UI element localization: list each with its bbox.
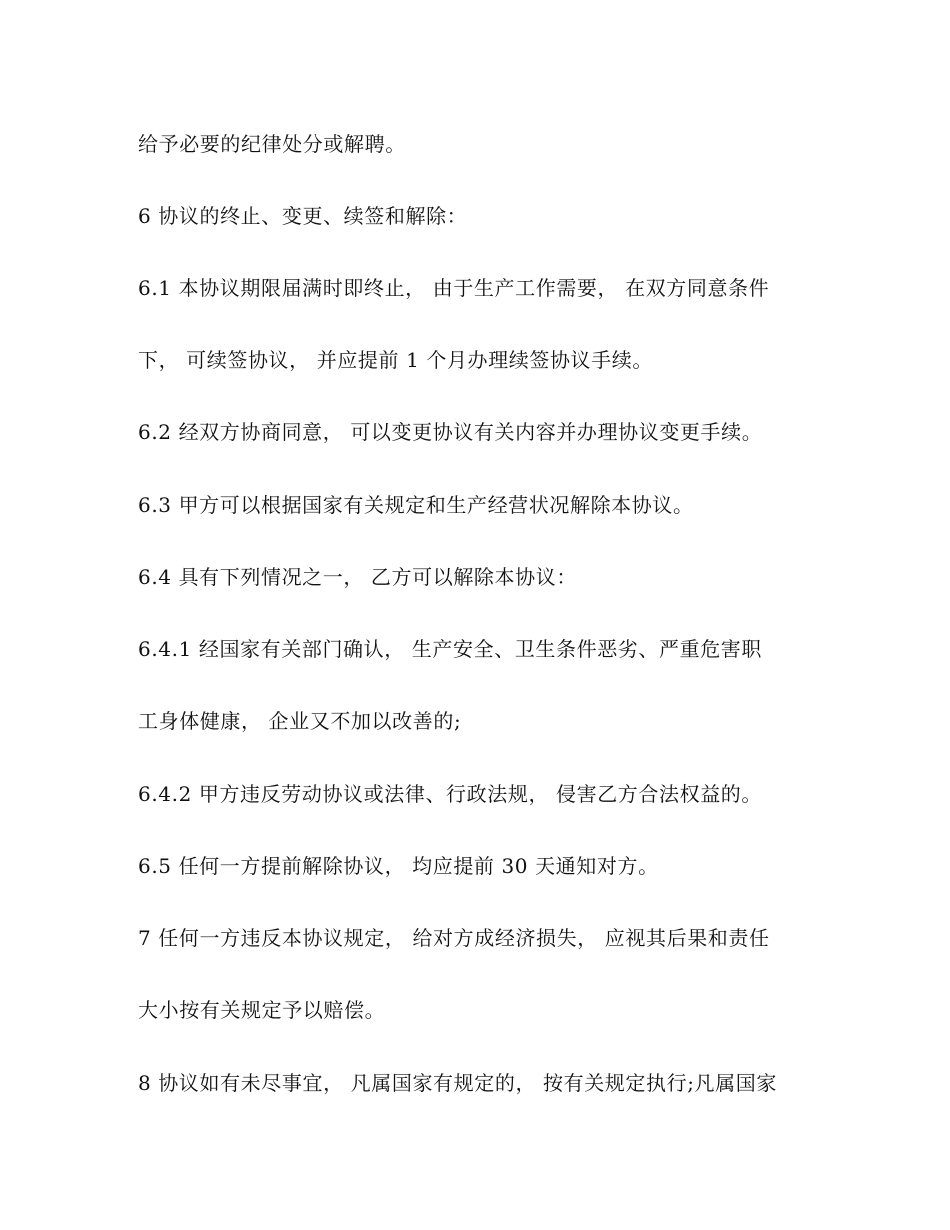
clause-6-3: 6.3 甲方可以根据国家有关规定和生产经营状况解除本协议。 <box>138 493 694 517</box>
section-heading-6: 6 协议的终止、变更、续签和解除： <box>138 204 468 228</box>
clause-7-continued: 大小按有关规定予以赔偿。 <box>138 998 386 1022</box>
clause-6-4-2: 6.4.2 甲方违反劳动协议或法律、行政法规， 侵害乙方合法权益的。 <box>138 782 763 806</box>
clause-6-5: 6.5 任何一方提前解除协议， 均应提前 30 天通知对方。 <box>138 854 659 878</box>
paragraph-line: 给予必要的纪律处分或解聘。 <box>138 132 406 156</box>
clause-6-4-1-continued: 工身体健康， 企业又不加以改善的; <box>138 709 462 733</box>
clause-6-1: 6.1 本协议期限届满时即终止， 由于生产工作需要， 在双方同意条件 <box>138 276 770 300</box>
clause-8: 8 协议如有未尽事宜， 凡属国家有规定的， 按有关规定执行;凡属国家 <box>138 1071 777 1095</box>
clause-6-4: 6.4 具有下列情况之一， 乙方可以解除本协议： <box>138 565 577 589</box>
clause-6-2: 6.2 经双方协商同意， 可以变更协议有关内容并办理协议变更手续。 <box>138 420 763 444</box>
clause-6-4-1: 6.4.1 经国家有关部门确认， 生产安全、卫生条件恶劣、严重危害职 <box>138 637 763 661</box>
clause-6-1-continued: 下， 可续签协议， 并应提前 1 个月办理续签协议手续。 <box>138 348 653 372</box>
clause-7: 7 任何一方违反本协议规定， 给对方成经济损失， 应视其后果和责任 <box>138 926 770 950</box>
